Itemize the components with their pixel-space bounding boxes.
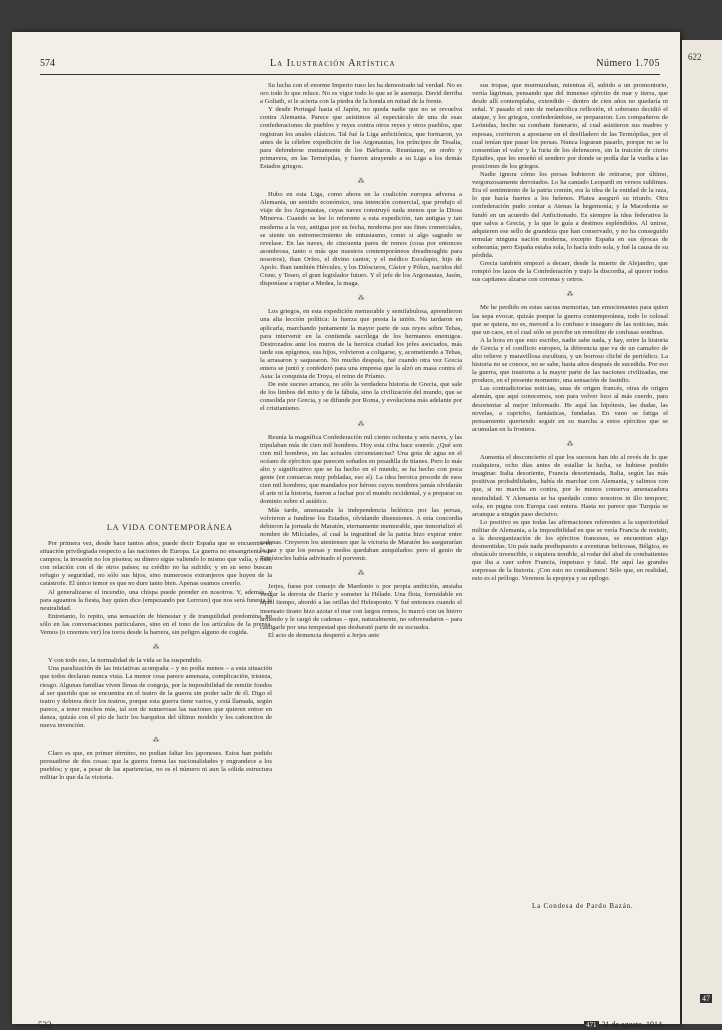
middle-column xyxy=(260,82,462,640)
paragraph: Los griegos, en esta expedición memorable y semifabulosa, aprendieron una alta lección política: la fuerza que presta la unión. No tardaron en aplicarla, marchando juntamente la mayor parte de sus reyes sobre Tebas, para intervenir en la contienda sacrílega de los hermanos enemigos. Destrozados ante los muros de la heroica ciudad los jefes asociados, más tarde sus epígonos, sus hijos, volvieron a coligarse, y, acometiendo a Tebas, la arrasaron y saquearon. No mucho después, fué cuando otra vez Grecia entera se juntó y confederó para una empresa que la alzó en masa contra el Asia: la conquista de Troya, el reino de Príamo. xyxy=(260,308,462,381)
section-separator: ⁂ xyxy=(566,439,574,448)
magazine-page xyxy=(12,32,680,1030)
section-separator: ⁂ xyxy=(152,736,160,745)
paragraph: Las contradictorias noticias, unas de origen francés, otras de origen alemán, que aquí conocemos, son para volver loco al más cuerdo, para desorientar al mejor informado. He aquí las hipótesis, las dudas, las novelas, a capricho, fantásticas, fundadas. En vano se fatiga el pensamiento queriendo seguir en su marcha a estos ejércitos que se acumulan en la frontera. xyxy=(472,385,668,433)
paragraph: Grecia también empezó a decaer, desde la muerte de Alejandro, que rompió los lazos de la Confederación y trajo la discordia, al querer todos sus capitanes alzarse con coronas y cetros. xyxy=(472,260,668,284)
footer-page-number: 532 xyxy=(38,1020,52,1030)
footer-badge: 471 xyxy=(586,1021,597,1029)
paragraph: Y con todo eso, la normalidad de la vida se ha suspendido. xyxy=(48,657,203,665)
paragraph: Una paralización de las iniciativas acompaña – y no podía menos – a esta situación que todos declaran nunca vista. La menor cosa parece amenaza, complicación, tristeza, riesgo. Algunas familias viven llenas de congoja, por la imposibilidad de remitir fondos al ser querido que se encuentra en el teatro de la guerra sin poder salir de él. Digo el teatro y debiera decir los teatros, porque esta guerra tiene varios, y está llamada, según parece, a tener muchos más, tal son de numerosas las naciones que quieren entrar en danza, quizás con el pío de lucir los barquitos del último modelo y los cañoncitos de nueva invención. xyxy=(40,665,272,729)
adjacent-page-edge xyxy=(682,40,722,1024)
paragraph: sus tropas, que murmuraban, mientras él, subido a un promontorio, vertía lágrimas, pensando que del inmenso ejército de mar y tierra, que desde allí contemplaba, extendido – dentro de cien años no quedaría ni señal. Y pasado el rato de melancólica reflexión, el soberano decidió el ataque, y los griegos, confederándose, se prepararon. Los compañeros de Leónidas, hecho su combate funerario, al cual asistieron sus madres y esposas, corrieron a apostarse en el desfiladero de las Termópilas, por el cual tenían que pasar los persas. Nunca lograran pasarlo, porque no se lo consentían el valor y la furia de los defensores, sin la traición de cierto Epialtes, que les enseñó el sendero por donde se podía dar la vuelta a las posiciones de los griegos. xyxy=(472,82,668,170)
issue-number: Número 1.705 xyxy=(596,58,660,69)
section-separator: ⁂ xyxy=(357,569,365,578)
footer-date: 31 de agosto, 1914. xyxy=(601,1020,664,1029)
paragraph: Su lucha con el enorme Imperio ruso les ha demostrado tal verdad. No es oro todo lo que reluce. No es vigor todo lo que se le asemeja. David derriba a Goliath, si le acierta con la piedra de la honda en mitad de la frente. xyxy=(260,82,462,106)
section-separator: ⁂ xyxy=(357,177,365,186)
paragraph: A la hora en que esto escribo, nadie sabe nada, y hay, entre la historia de Grecia y el conflicto europeo, la diferencia que va de un camafeo de alto relieve y maravillosa escultura, y un borroso cliché de periódico. La historia no se conoce, no se sabe, hasta años después de sucedida. Por eso la guerra, que trastorna a la mayor parte de las naciones civilizadas, me produce, en el presente momento, una sensación de fastidio. xyxy=(472,336,668,385)
right-column xyxy=(472,82,668,584)
adjacent-page-bottom-number: 47 xyxy=(702,994,710,1003)
paragraph: Lo positivo es que todas las afirmaciones referentes a la superioridad militar de Alemania, a la imposibilidad en que se vería Francia de resistir, a la desorganización de los ejércitos franceses, se encuentran algo desmentidas. Un país nada predispuesto a aventuras belicosas, Bélgica, es obstáculo invencible, o siquiera temible, al rodar del alud de combatientes que iba a caer sobre Francia, ímpetuso y fatal. He aquí las grandes sorpresas de la historia. ¡Con esto no contábamos! Sólo que, en realidad, esto es el prólogo. Veremos la epopeya y su epílogo. xyxy=(472,518,668,583)
signature: La Condesa de Pardo Bazán. xyxy=(532,902,634,910)
paragraph: Por primera vez, desde hace tantos años, puede decir España que se encuentra en situación privilegiada respecto a las naciones de Europa. La guerra no ensangrienta sus campos; la invasión no los pisotea; su dinero sigue valiendo lo mismo que valía, y más, con relación con el de otros países; su crédito no ha sufrido; y en su seno buscan refugio y seguridad, no sólo sus hijos, sino numerosos extranjeros que huyen de la catástrofe. El único temor es que no dure tanto bien. Apenas osamos creerlo. xyxy=(40,540,272,588)
paragraph: El acto de demencia despertó a Jerjes ante xyxy=(268,631,380,639)
paragraph: De este suceso arranca, no sólo la verdadera historia de Grecia, que sale de los limbos del mito y de la fábula, sino la civilización del mundo, que se consolida por Grecia, y se difunde por Roma, y evoluciona más adelante por el cristianismo. xyxy=(260,381,462,413)
paragraph: Me he perdido en estas sacras memorias, tan emocionantes para quien las sepa evocar, quizás porque la guerra contemporánea, todo lo colosal que se quiera, no es, merced a lo confuso e inseguro de las noticias, más que un caos, en el cual sólo se percibe un remolino de confusas sombras. xyxy=(472,304,668,336)
section-separator: ⁂ xyxy=(357,294,365,303)
paragraph: Hubo en esta Liga, como ahora en la coalición europea adversa a Alemania, un sentido económico, una intención comercial, que produjo el viaje de los Argonautas, cuyas naves construyó nada menos que la Diosa Minerva. Cuando se lee lo referente a esta expedición, tan antigua y tan moderna a la vez, antigua por su fecha, moderna por sus fines comerciales, se siente un estremecimiento de entusiasmo, como si algo sagrado se revelase. En las naves, de cincuenta pares de remos (cosa por entonces asombrosa, tanto o más que nuestros contemporáneos dreadnoughts para nosotros), iban Orfeo, el divino cantor, y el médico Esculapio, hijo de Apolo. Iban también Hércules, y los Dióscuros, Cástor y Pólux, nacidos del Cisne, y Teseo, el gran legislador futuro. Y el jefe de los Argonautas, Jasón, disponíase a raptar a Medea, la maga. xyxy=(260,191,462,288)
paragraph: Más tarde, amenazada la independencia helénica por las persas, volvieron a fundirse los Estados, olvidando disensiones. A esta concordia debieron la jornada de Maratón, eternamente memorable, que inmortalizó el nombre de Milcíades, al cual la ingratitud de la patria hizo expirar entre cadenas. Creyeron los atenienses que la victoria de Maratón les asegurarían la paz y que los persas y medos quedaban aniquilados: pero el genio de Temístocles había adivinado el porvenir. xyxy=(260,506,462,563)
paragraph: Nadie ignora cómo los persas hubieron de retirarse, por último, vergonzosamente derrotados. Lo ha cantado Leopardi en versos sublimes. Era el sentimiento de la patria común, era la idea de la entidad de la raza, lo que hacía fuertes a los helenos. Platea aseguró su triunfo. Otra confederación pudo contar a Atenas la hegemonía; y la Macedonia se fundó en un acuerdo del Anfictionado. Es siempre la idea federativa la que salva a Grecia, y la que le guía a destinos espléndidos. Al unirse, adquieren ese sello de grandeza que han conservado, y no ha conseguido ermular ninguna nación moderna, excepto España en sus épocas de soberanía; pero España estaba sola, lo hacía todo sola, y fué la causa de su pérdida. xyxy=(472,171,668,259)
paragraph: Y desde Portugal hasta el Japón, no queda nadie que no se revuelva contra Alemania. Parece que asistimos al espectáculo de una de esas confederaciones de pueblos y reyes contra otros reyes y otros pueblos, que registran los anales clásicos. Tal fué la Liga anfictiónica, que formaron, ya antes de la célebre expedición de los Argonautas, los príncipes de Tesalia, para defenderse mutuamente de los Bárbaros. Reuníanse, en otoño y primavera, en las Termópilas, y fueron atrayendo a su Liga a los demás Estados griegos. xyxy=(260,106,462,170)
page-header xyxy=(40,56,668,74)
paragraph: Entretanto, lo repito, una sensación de bienestar y de tranquilidad predomina, no sólo en las conversaciones particulares, sino en el tono de los artículos de la prensa. Vemos (o creemos ver) los toros desde la barrera, sin peligro alguno de cogida. xyxy=(40,612,272,637)
paragraph: Al generalizarse el incendio, una chispa puede prender en nosotros. Y, además, y para aguantos la fiesta, hay quien dice (empezando por Lerroux) que nos será funesta la neutralidad. xyxy=(40,588,272,612)
paragraph: Claro es que, en primer término, no podían faltar los japoneses. Estos han podido persuadirse de dos cosas: que la guerra forma las nacionalidades y engrandece a los pueblos; y que, a pesar de las apariencias, no es el número ni aun la sólida estructura militar lo que da la victoria. xyxy=(40,750,272,782)
section-separator: ⁂ xyxy=(357,419,365,428)
footer-date-block xyxy=(584,1020,664,1029)
magazine-title: La Ilustración Artística xyxy=(270,58,396,69)
paragraph: Reunía la magnífica Confederación mil ciento ochenta y seis naves, y las tripulaban más de cien mil hombres. Hoy esta cifra hace sonreír. ¿Qué son cien mil hombres, en las actuales circunstancias? Una gota de agua en el océano de ejércitos que parecen soñados en pesadilla de titanes. Pero lo más alto y significativo que se ha hecho en el mundo, se ha hecho con poca gente (en comarcas muy pobladas, eso sí). La idea heroica procede de esos cien mil hombres, que mandados por héroes cuyos nombres jamás olvidarán el arte ni la historia, fueron a luchar por el mundo occidental, y a preparar su dominio sobre el asiático. xyxy=(260,433,462,506)
section-title: LA VIDA CONTEMPORÁNEA xyxy=(106,523,234,532)
paragraph: Jerjes, fuese por consejo de Mardonio o por propia ambición, ansiaba vengar la derrota de Darío y someter la Hélade. Una flota, formidable en aquel tiempo, abordó a las orillas del Helesponto. Y fué entonces cuando el insensato tirano hizo azotar el mar con largos remos, lo marcó con un hierro ardiendo y le cargó de cadenas – que, naturalmente, no sobrenadaron – para castigarle por una tempestad que desbarató parte de su escuadra. xyxy=(260,583,462,631)
section-separator: ⁂ xyxy=(152,643,160,652)
header-rule xyxy=(40,74,660,75)
section-separator: ⁂ xyxy=(566,290,574,299)
adjacent-page-number: 622 xyxy=(688,52,702,62)
page-number: 574 xyxy=(40,58,55,69)
paragraph: Aumenta el desconcierto el que los sucesos han ido al revés de lo que cualquiera, ocho días antes de estallar la lucha, se hubiese podido imaginar. Italia desoriente, Francia desorientada, Italia, según las más positivas probabilidades, había de marchar con Alemania, y salimos con que, si no marcha en contra, por lo menos conserva amenazadora neutralidad. Y Alemania se ha quedado como nosotros in illo tempore; sola, en pugna con Europa casi entera. Hasta no parece que Turquía se arranque a ningún paso decisivo. xyxy=(472,454,668,518)
left-column xyxy=(40,540,272,783)
